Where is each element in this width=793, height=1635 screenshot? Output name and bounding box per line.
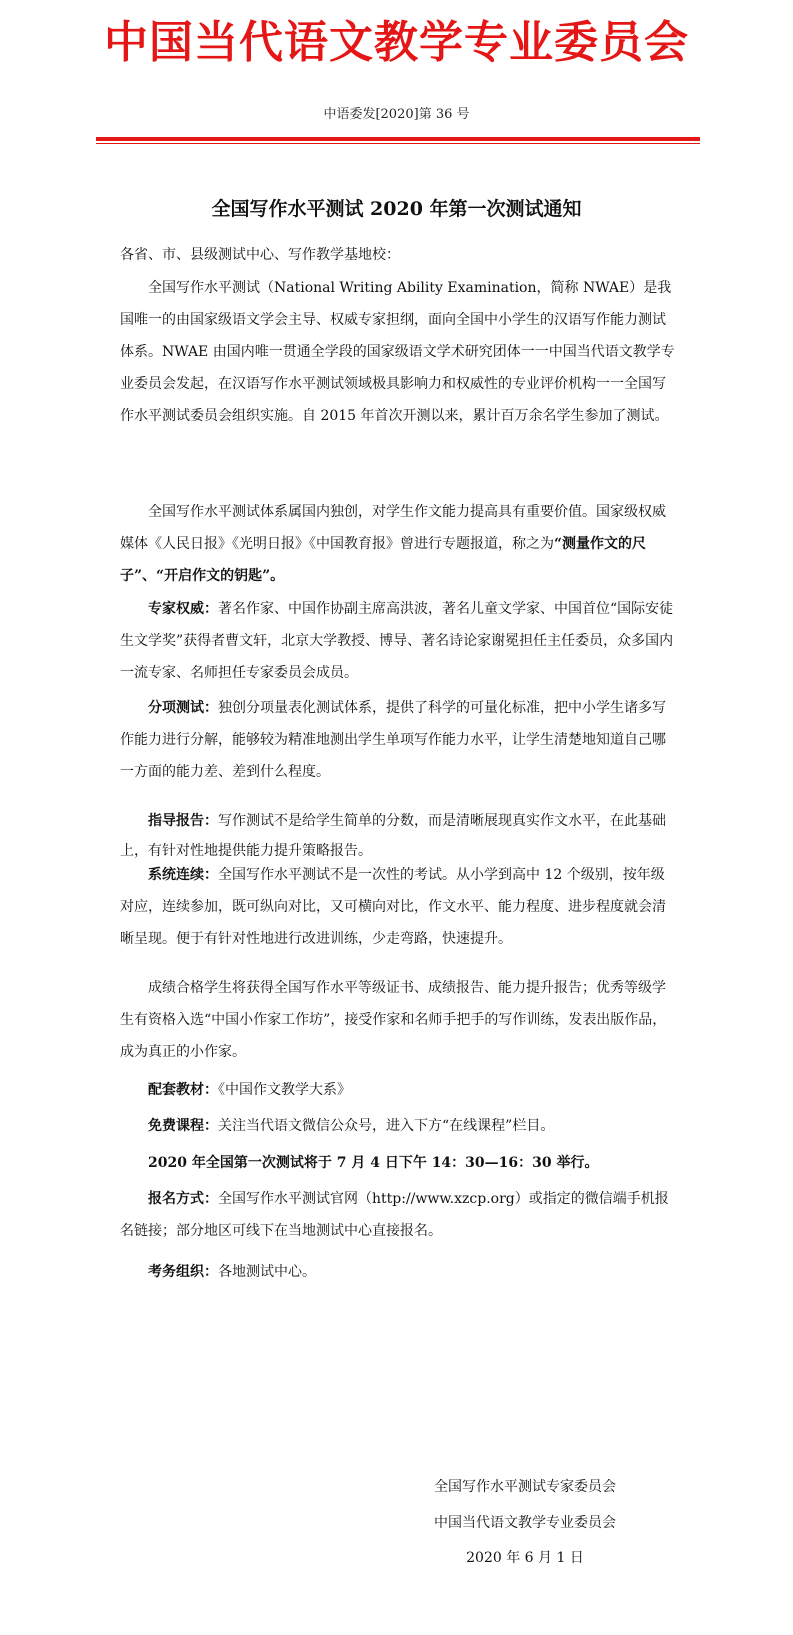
letterhead-title: 中国当代语文教学专业委员会 bbox=[104, 17, 689, 68]
free-course-text: 关注当代语文微信公众号，进入下方“在线课程”栏目。 bbox=[218, 1118, 555, 1134]
paragraph-value bbox=[120, 496, 676, 592]
paragraph-textbook bbox=[120, 1074, 676, 1106]
continuity-label: 系统连续： bbox=[148, 867, 218, 883]
letterhead-thin-rule bbox=[96, 143, 700, 144]
textbook-label: 配套教材： bbox=[148, 1082, 218, 1098]
signature-org-2: 中国当代语文教学专业委员会 bbox=[434, 1515, 616, 1531]
registration-label: 报名方式： bbox=[148, 1191, 218, 1207]
paragraph-certificates: 成绩合格学生将获得全国写作水平等级证书、成绩报告、能力提升报告；优秀等级学生有资格入选“中国小作家工作坊”，接受作家和名师手把手的写作训练，发表出版作品，成为真正的小作家。 bbox=[120, 980, 667, 1060]
notice-title: 全国写作水平测试 2020 年第一次测试通知 bbox=[211, 198, 582, 220]
guidance-report-label: 指导报告： bbox=[148, 813, 218, 829]
document-number: 中语委发[2020]第 36 号 bbox=[323, 107, 470, 122]
paragraph-value-text: 全国写作水平测试体系属国内独创，对学生作文能力提高具有重要价值。国家级权威媒体《人民日报》《光明日报》《中国教育报》曾进行专题报道，称之为 bbox=[120, 504, 666, 552]
guidance-report-text: 写作测试不是给学生简单的分数，而是清晰展现真实作文水平，在此基础上，有针对性地提供能力提升策略报告。 bbox=[120, 813, 666, 859]
continuity-text: 全国写作水平测试不是一次性的考试。从小学到高中 12 个级别，按年级对应，连续参加，既可纵向对比，又可横向对比，作文水平、能力程度、进步程度就会清晰呈现。便于有针对性地进行改进训练，少走弯路，快速提升。 bbox=[120, 867, 666, 947]
paragraph-experts bbox=[120, 593, 676, 689]
exam-organization-label: 考务组织： bbox=[148, 1264, 218, 1280]
paragraph-value-quote: “测量作文的尺子”、“开启作文的钥匙”。 bbox=[120, 536, 647, 584]
item-test-text: 独创分项量表化测试体系，提供了科学的可量化标准，把中小学生诸多写作能力进行分解，能够较为精准地测出学生单项写作能力水平，让学生清楚地知道自己哪一方面的能力差、差到什么程度。 bbox=[120, 700, 666, 780]
experts-label: 专家权威： bbox=[148, 601, 218, 617]
experts-text: 著名作家、中国作协副主席高洪波，著名儿童文学家、中国首位“国际安徒生文学奖”获得者曹文轩，北京大学教授、博导、著名诗论家谢冕担任主任委员，众多国内一流专家、名师担任专家委员会成员。 bbox=[120, 601, 674, 681]
item-test-label: 分项测试： bbox=[148, 700, 218, 716]
greeting: 各省、市、县级测试中心、写作教学基地校： bbox=[120, 247, 400, 263]
exam-organization-text: 各地测试中心。 bbox=[218, 1264, 316, 1280]
paragraph-registration bbox=[120, 1183, 676, 1247]
signature-date: 2020 年 6 月 1 日 bbox=[466, 1550, 584, 1566]
registration-text: 全国写作水平测试官网（http://www.xzcp.org）或指定的微信端手机报名链接；部分地区可线下在当地测试中心直接报名。 bbox=[120, 1191, 669, 1239]
paragraph-continuity bbox=[120, 859, 676, 955]
paragraph-item-test bbox=[120, 692, 676, 788]
signature-org-1: 全国写作水平测试专家委员会 bbox=[434, 1479, 616, 1495]
paragraph-exam-organization bbox=[120, 1256, 676, 1288]
letterhead-thick-rule bbox=[96, 137, 700, 141]
paragraph-intro: 全国写作水平测试（National Writing Ability Examination，简称 NWAE）是我国唯一的由国家级语文学会主导、权威专家担纲，面向全国中小学生的汉语写作能力测试体系。NWAE 由国内唯一贯通全学段的国家级语文学术研究团体一一中国当代语文教学专业委员会发起，在汉语写作水平测试领域极具影响力和权威性的专业评价机构一一全国写作水平测试委员会组织实施。自 2015 年首次开测以来，累计百万余名学生参加了测试。 bbox=[120, 280, 675, 424]
paragraph-test-date: 2020 年全国第一次测试将于 7 月 4 日下午 14：30—16：30 举行。 bbox=[148, 1155, 599, 1171]
textbook-text: 《中国作文教学大系》 bbox=[218, 1082, 351, 1098]
paragraph-guidance-report bbox=[120, 806, 676, 866]
free-course-label: 免费课程： bbox=[148, 1118, 218, 1134]
paragraph-free-course bbox=[120, 1110, 676, 1142]
